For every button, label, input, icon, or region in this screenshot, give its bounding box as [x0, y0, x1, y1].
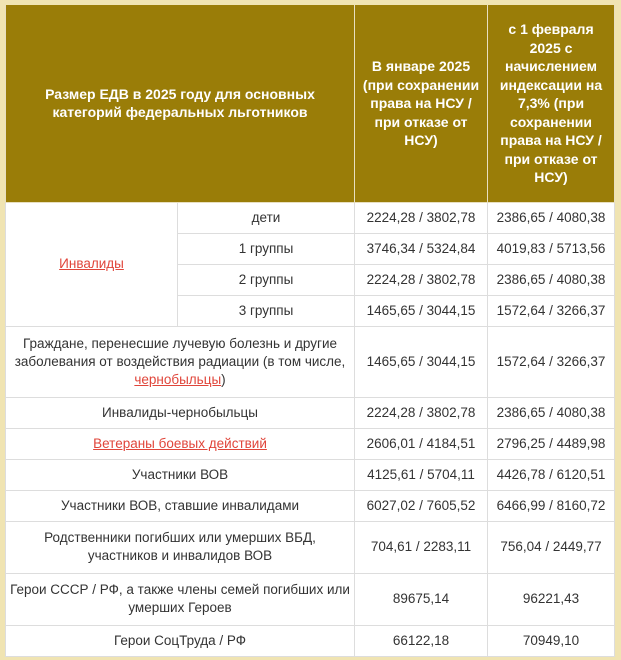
table-row: [6, 459, 615, 490]
january-value: 2224,28 / 3802,78: [355, 397, 488, 428]
sub-category: 3 группы: [178, 295, 355, 326]
table-row: [6, 428, 615, 459]
header-category: Размер ЕДВ в 2025 году для основных категорий федеральных льготников: [6, 5, 355, 202]
january-value: 1465,65 / 3044,15: [355, 326, 488, 397]
february-value: 756,04 / 2449,77: [488, 521, 615, 573]
february-value: 1572,64 / 3266,37: [488, 295, 615, 326]
february-value: 6466,99 / 8160,72: [488, 490, 615, 521]
january-value: 66122,18: [355, 625, 488, 656]
invalids-cell: [6, 202, 178, 326]
february-value: 96221,43: [488, 573, 615, 625]
header-january: В январе 2025 (при сохранении права на НСУ / при отказе от НСУ): [355, 5, 488, 202]
february-value: 4019,83 / 5713,56: [488, 233, 615, 264]
january-value: 2224,28 / 3802,78: [355, 264, 488, 295]
january-value: 2606,01 / 4184,51: [355, 428, 488, 459]
edv-table: [5, 5, 615, 657]
table-row: [6, 202, 615, 233]
table-row: [6, 625, 615, 656]
table-row: [6, 397, 615, 428]
header-february: с 1 февраля 2025 с начислением индексации на 7,3% (при сохранении права на НСУ / при отказе от НСУ): [488, 5, 615, 202]
radiation-tail: ): [221, 371, 226, 387]
january-value: 2224,28 / 3802,78: [355, 202, 488, 233]
february-value: 2796,25 / 4489,98: [488, 428, 615, 459]
january-value: 89675,14: [355, 573, 488, 625]
category-label: Герои СССР / РФ, а также члены семей погибших или умерших Героев: [6, 573, 355, 625]
sub-category: 1 группы: [178, 233, 355, 264]
february-value: 2386,65 / 4080,38: [488, 264, 615, 295]
radiation-text: Граждане, перенесшие лучевую болезнь и другие заболевания от воздействия радиации (в том числе,: [14, 335, 346, 369]
sub-category: 2 группы: [178, 264, 355, 295]
category-label: Инвалиды-чернобыльцы: [6, 397, 355, 428]
header-row: [6, 5, 615, 202]
combat-veterans-link[interactable]: Ветераны боевых действий: [93, 435, 267, 451]
february-value: 1572,64 / 3266,37: [488, 326, 615, 397]
category-label: Родственники погибших или умерших ВБД, участников и инвалидов ВОВ: [6, 521, 355, 573]
february-value: 4426,78 / 6120,51: [488, 459, 615, 490]
chernobyl-link[interactable]: чернобыльцы: [134, 371, 222, 387]
category-label: Участники ВОВ: [6, 459, 355, 490]
table-row: [6, 326, 615, 397]
february-value: 2386,65 / 4080,38: [488, 202, 615, 233]
february-value: 70949,10: [488, 625, 615, 656]
january-value: 6027,02 / 7605,52: [355, 490, 488, 521]
category-label: [6, 428, 355, 459]
invalids-link[interactable]: Инвалиды: [59, 256, 124, 271]
category-label: Участники ВОВ, ставшие инвалидами: [6, 490, 355, 521]
february-value: 2386,65 / 4080,38: [488, 397, 615, 428]
table-row: [6, 521, 615, 573]
table-row: [6, 573, 615, 625]
sub-category: дети: [178, 202, 355, 233]
january-value: 1465,65 / 3044,15: [355, 295, 488, 326]
table-row: [6, 490, 615, 521]
january-value: 4125,61 / 5704,11: [355, 459, 488, 490]
edv-table-container: [5, 5, 614, 657]
january-value: 3746,34 / 5324,84: [355, 233, 488, 264]
january-value: 704,61 / 2283,11: [355, 521, 488, 573]
category-label: Герои СоцТруда / РФ: [6, 625, 355, 656]
category-label: [6, 326, 355, 397]
